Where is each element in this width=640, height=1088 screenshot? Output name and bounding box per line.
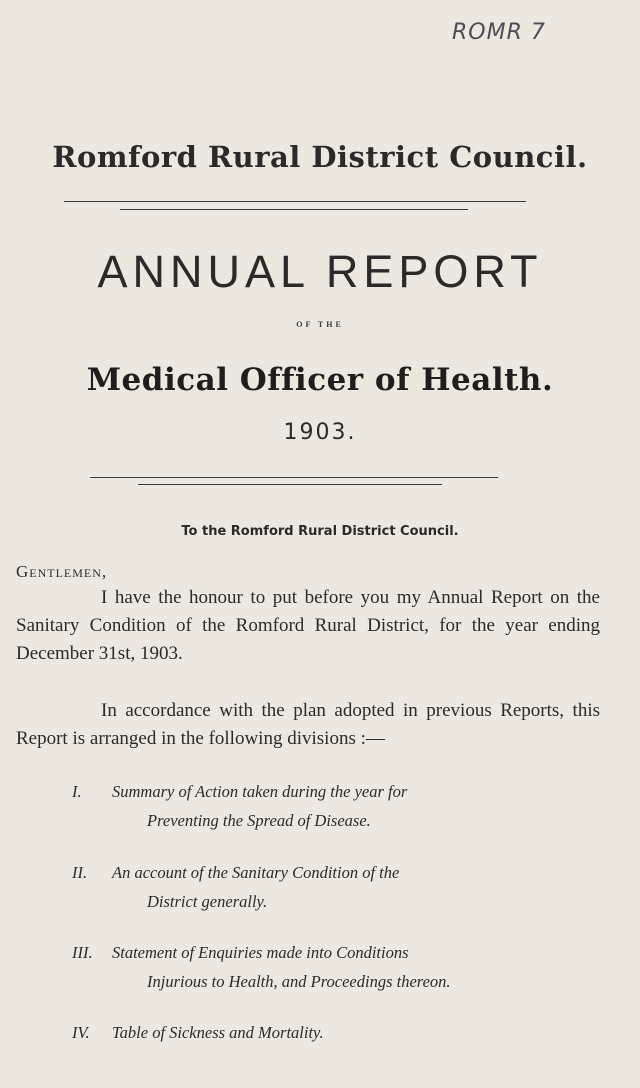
division-text-line2: Injurious to Health, and Proceedings thereon. <box>147 972 451 991</box>
division-text-line1: Statement of Enquiries made into Conditions <box>112 943 409 962</box>
division-item-2 <box>72 858 598 916</box>
council-title: Romford Rural District Council. <box>52 140 588 174</box>
division-numeral: III. <box>72 943 93 962</box>
division-text-line2: Preventing the Spread of Disease. <box>147 811 371 830</box>
salutation: Gentlemen, <box>16 562 108 581</box>
middle-rule-inner <box>138 484 442 485</box>
addressee-line: To the Romford Rural District Council. <box>181 524 459 539</box>
division-text-line1: Table of Sickness and Mortality. <box>112 1023 324 1042</box>
report-heading: ANNUAL REPORT <box>97 246 543 297</box>
division-item-1 <box>72 777 598 835</box>
division-item-4 <box>72 1018 598 1047</box>
paragraph-arrangement: In accordance with the plan adopted in previous Reports, this Report is arranged in the following divisions :— <box>16 700 600 749</box>
division-text-line1: An account of the Sanitary Condition of the <box>112 863 400 882</box>
handwritten-shelfmark: ROMR 7 <box>452 20 546 45</box>
division-text-line1: Summary of Action taken during the year for <box>112 782 408 801</box>
division-item-3 <box>72 938 598 996</box>
top-rule-outer <box>64 201 526 202</box>
of-the-connector: OF THE <box>296 320 344 329</box>
paragraph-introduction: I have the honour to put before you my Annual Report on the Sanitary Condition of the Romford Rural District, for the year ending December 31st, 1903. <box>16 587 600 664</box>
report-subject: Medical Officer of Health. <box>86 362 554 398</box>
middle-rule-outer <box>90 477 498 478</box>
division-numeral: I. <box>72 782 82 801</box>
division-text-line2: District generally. <box>147 892 268 911</box>
division-numeral: II. <box>72 863 88 882</box>
top-rule-inner <box>120 209 468 210</box>
division-numeral: IV. <box>72 1023 90 1042</box>
report-year: 1903. <box>283 420 357 445</box>
